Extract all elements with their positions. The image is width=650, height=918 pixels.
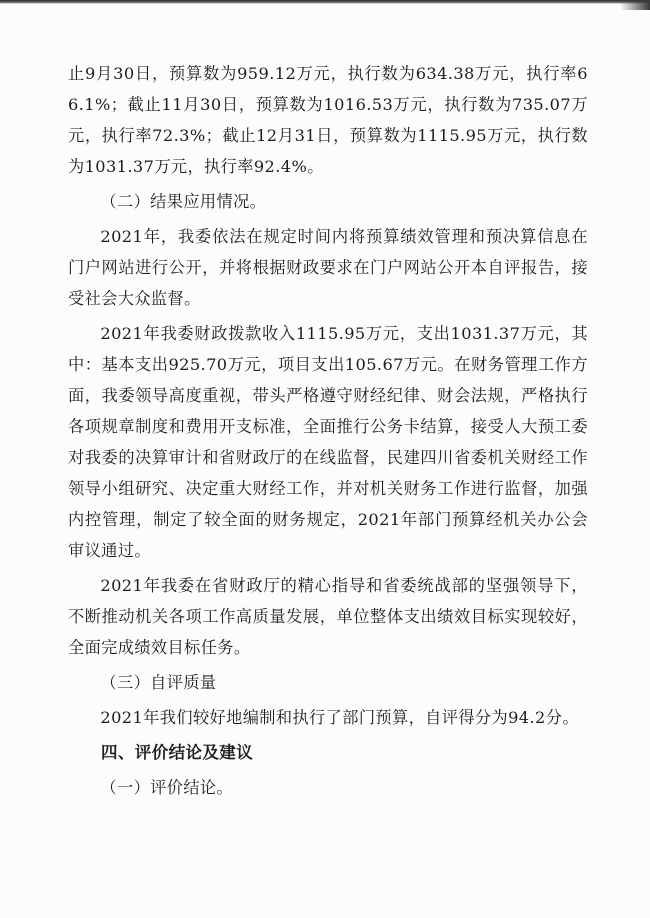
paragraph-performance-goals: 2021年我委在省财政厅的精心指导和省委统战部的坚强领导下，不断推动机关各项工作高质量发展，单位整体支出绩效目标实现较好，全面完成绩效目标任务。 (68, 576, 588, 657)
subheading-evaluation-conclusion: （一）评价结论。 (100, 778, 234, 797)
subheading-self-evaluation-quality: （三）自评质量 (100, 673, 217, 692)
subheading-results-application: （二）结果应用情况。 (100, 192, 267, 211)
paragraph-budget-execution: 止9月30日，预算数为959.12万元，执行数为634.38万元，执行率66.1%；截止11月30日，预算数为1016.53万元，执行数为735.07万元，执行率72.3%；截止12月31日，预算数为1115.95万元，执行数为1031.37万元，执行率92.4%。 (68, 64, 588, 176)
paragraph-disclosure: 2021年，我委依法在规定时间内将预算绩效管理和预决算信息在门户网站进行公开，并将根据财政要求在门户网站公开本自评报告，接受社会大众监督。 (68, 227, 588, 308)
heading-section-four: 四、评价结论及建议 (101, 743, 254, 762)
scan-top-edge (0, 0, 650, 4)
scan-corner-shadow (620, 0, 650, 10)
document-body (68, 58, 588, 803)
paragraph-self-evaluation-score: 2021年我们较好地编制和执行了部门预算，自评得分为94.2分。 (100, 708, 579, 727)
paragraph-financial-management: 2021年我委财政拨款收入1115.95万元，支出1031.37万元，其中：基本支出925.70万元，项目支出105.67万元。在财务管理工作方面，我委领导高度重视，带头严格遵守财经纪律、财会法规，严格执行各项规章制度和费用开支标准，全面推行公务卡结算，接受人大预工委对我委的决算审计和省财政厅的在线监督，民建四川省委机关财经工作领导小组研究、决定重大财经工作，并对机关财务工作进行监督，加强内控管理，制定了较全面的财务规定，2021年部门预算经机关办公会审议通过。 (68, 324, 588, 560)
